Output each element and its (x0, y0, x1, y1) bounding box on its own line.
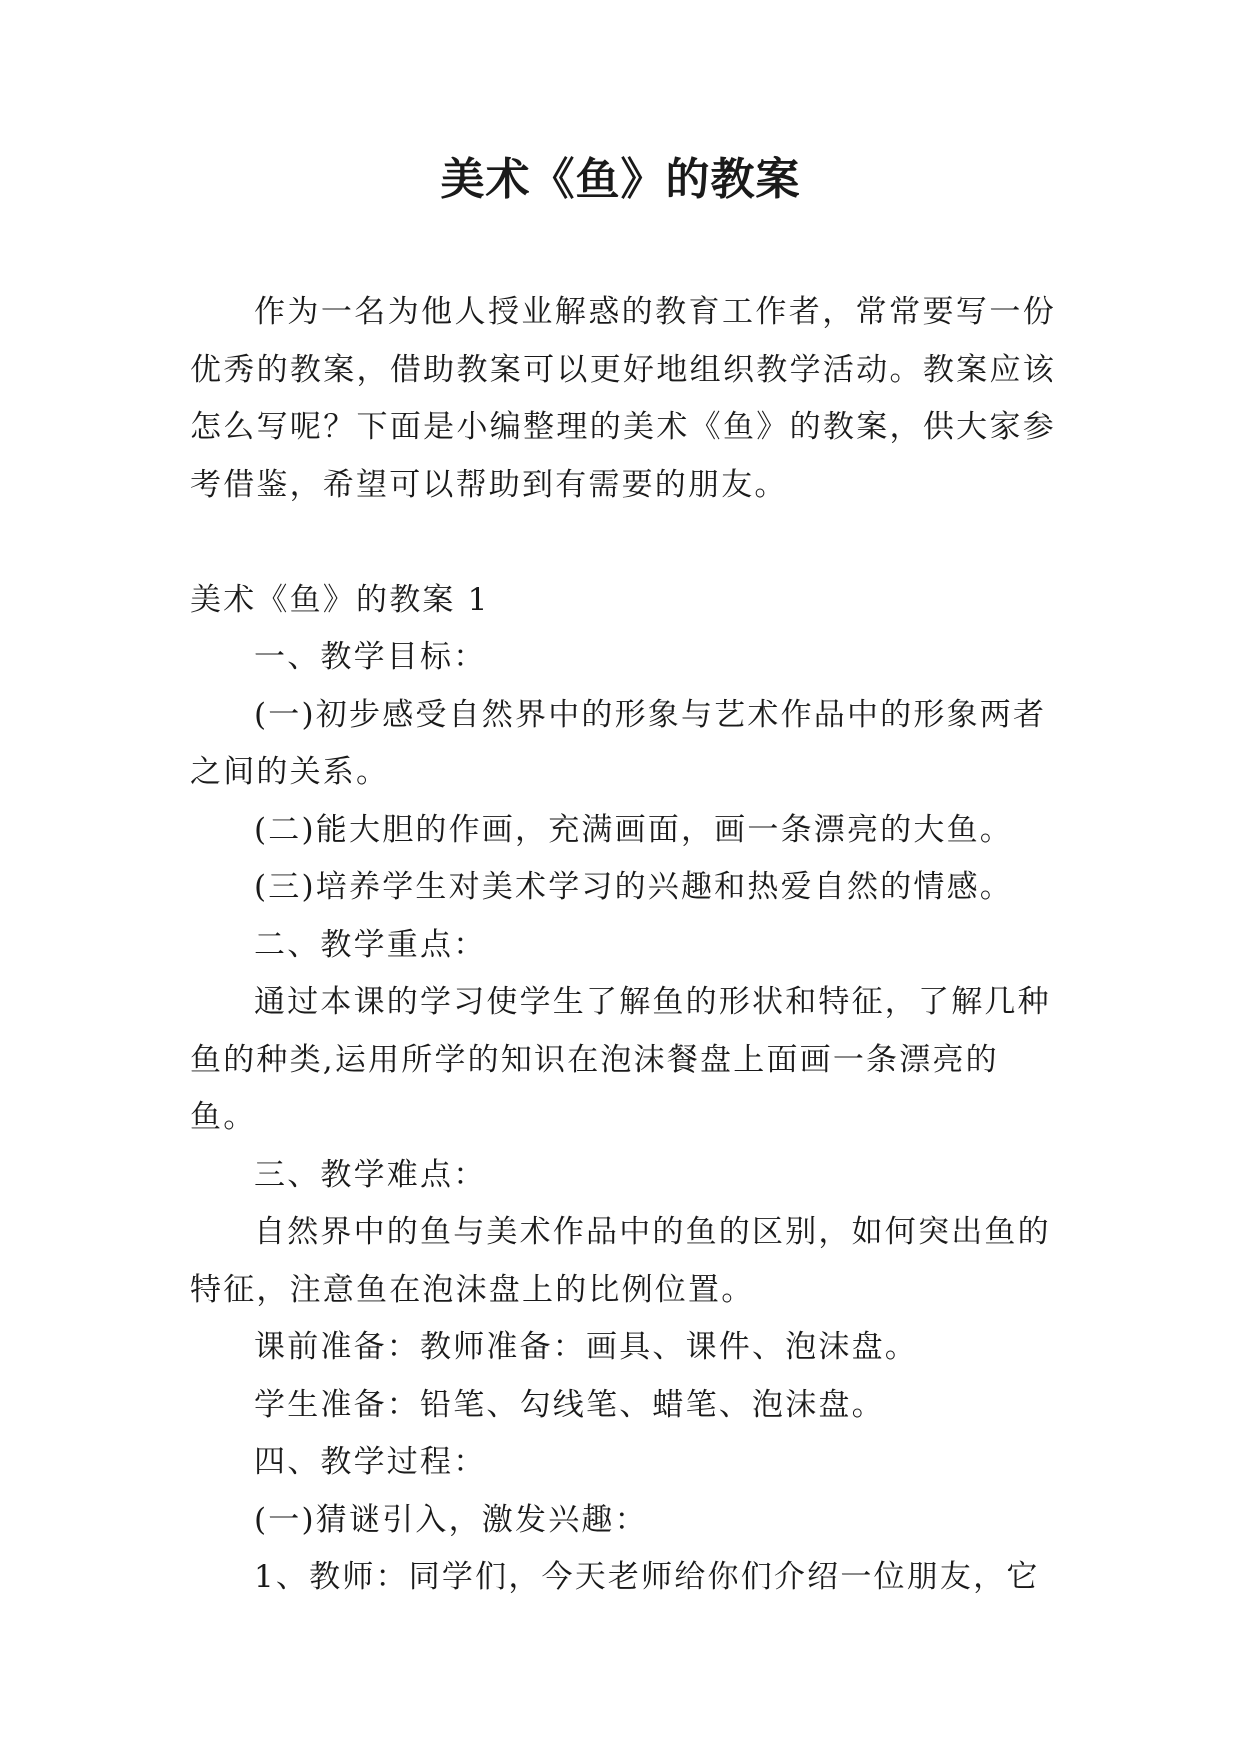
paragraph-difficulties: 自然界中的鱼与美术作品中的鱼的区别，如何突出鱼的特征，注意鱼在泡沫盘上的比例位置。 (190, 1214, 1051, 1308)
paragraph-student-prep: 学生准备：铅笔、勾线笔、蜡笔、泡沫盘。 (254, 1386, 885, 1423)
document-title: 美术《鱼》的教案 (440, 154, 801, 205)
paragraph-key-points-heading: 二、教学重点： (254, 926, 487, 963)
paragraph-difficulties-heading: 三、教学难点： (254, 1156, 487, 1193)
section-heading: 美术《鱼》的教案 1 (190, 581, 490, 618)
document-body (190, 284, 1056, 1607)
paragraph-objective-3: (三)培养学生对美术学习的兴趣和热爱自然的情感。 (254, 869, 1013, 905)
paragraph-teacher-prep: 课前准备：教师准备：画具、课件、泡沫盘。 (254, 1329, 918, 1365)
paragraph-key-points: 通过本课的学习使学生了解鱼的形状和特征，了解几种鱼的种类,运用所学的知识在泡沫餐盘上面画一条漂亮的鱼。 (190, 984, 1051, 1135)
paragraph-process-step-1: (一)猜谜引入，激发兴趣： (254, 1501, 648, 1538)
paragraph-spacer (190, 514, 1056, 572)
paragraph-objective-2: (二)能大胆的作画，充满画面，画一条漂亮的大鱼。 (254, 811, 1013, 848)
paragraph-objectives-heading: 一、教学目标： (254, 639, 487, 675)
paragraph-objective-1: (一)初步感受自然界中的形象与艺术作品中的形象两者之间的关系。 (190, 696, 1047, 790)
intro-paragraph: 作为一名为他人授业解惑的教育工作者，常常要写一份优秀的教案，借助教案可以更好地组织教学活动。教案应该怎么写呢？下面是小编整理的美术《鱼》的教案，供大家参考借鉴，希望可以帮助到有需要的朋友。 (190, 294, 1056, 503)
paragraph-process-heading: 四、教学过程： (254, 1444, 487, 1480)
paragraph-teacher-speech: 1、教师：同学们，今天老师给你们介绍一位朋友，它 (254, 1559, 1040, 1595)
